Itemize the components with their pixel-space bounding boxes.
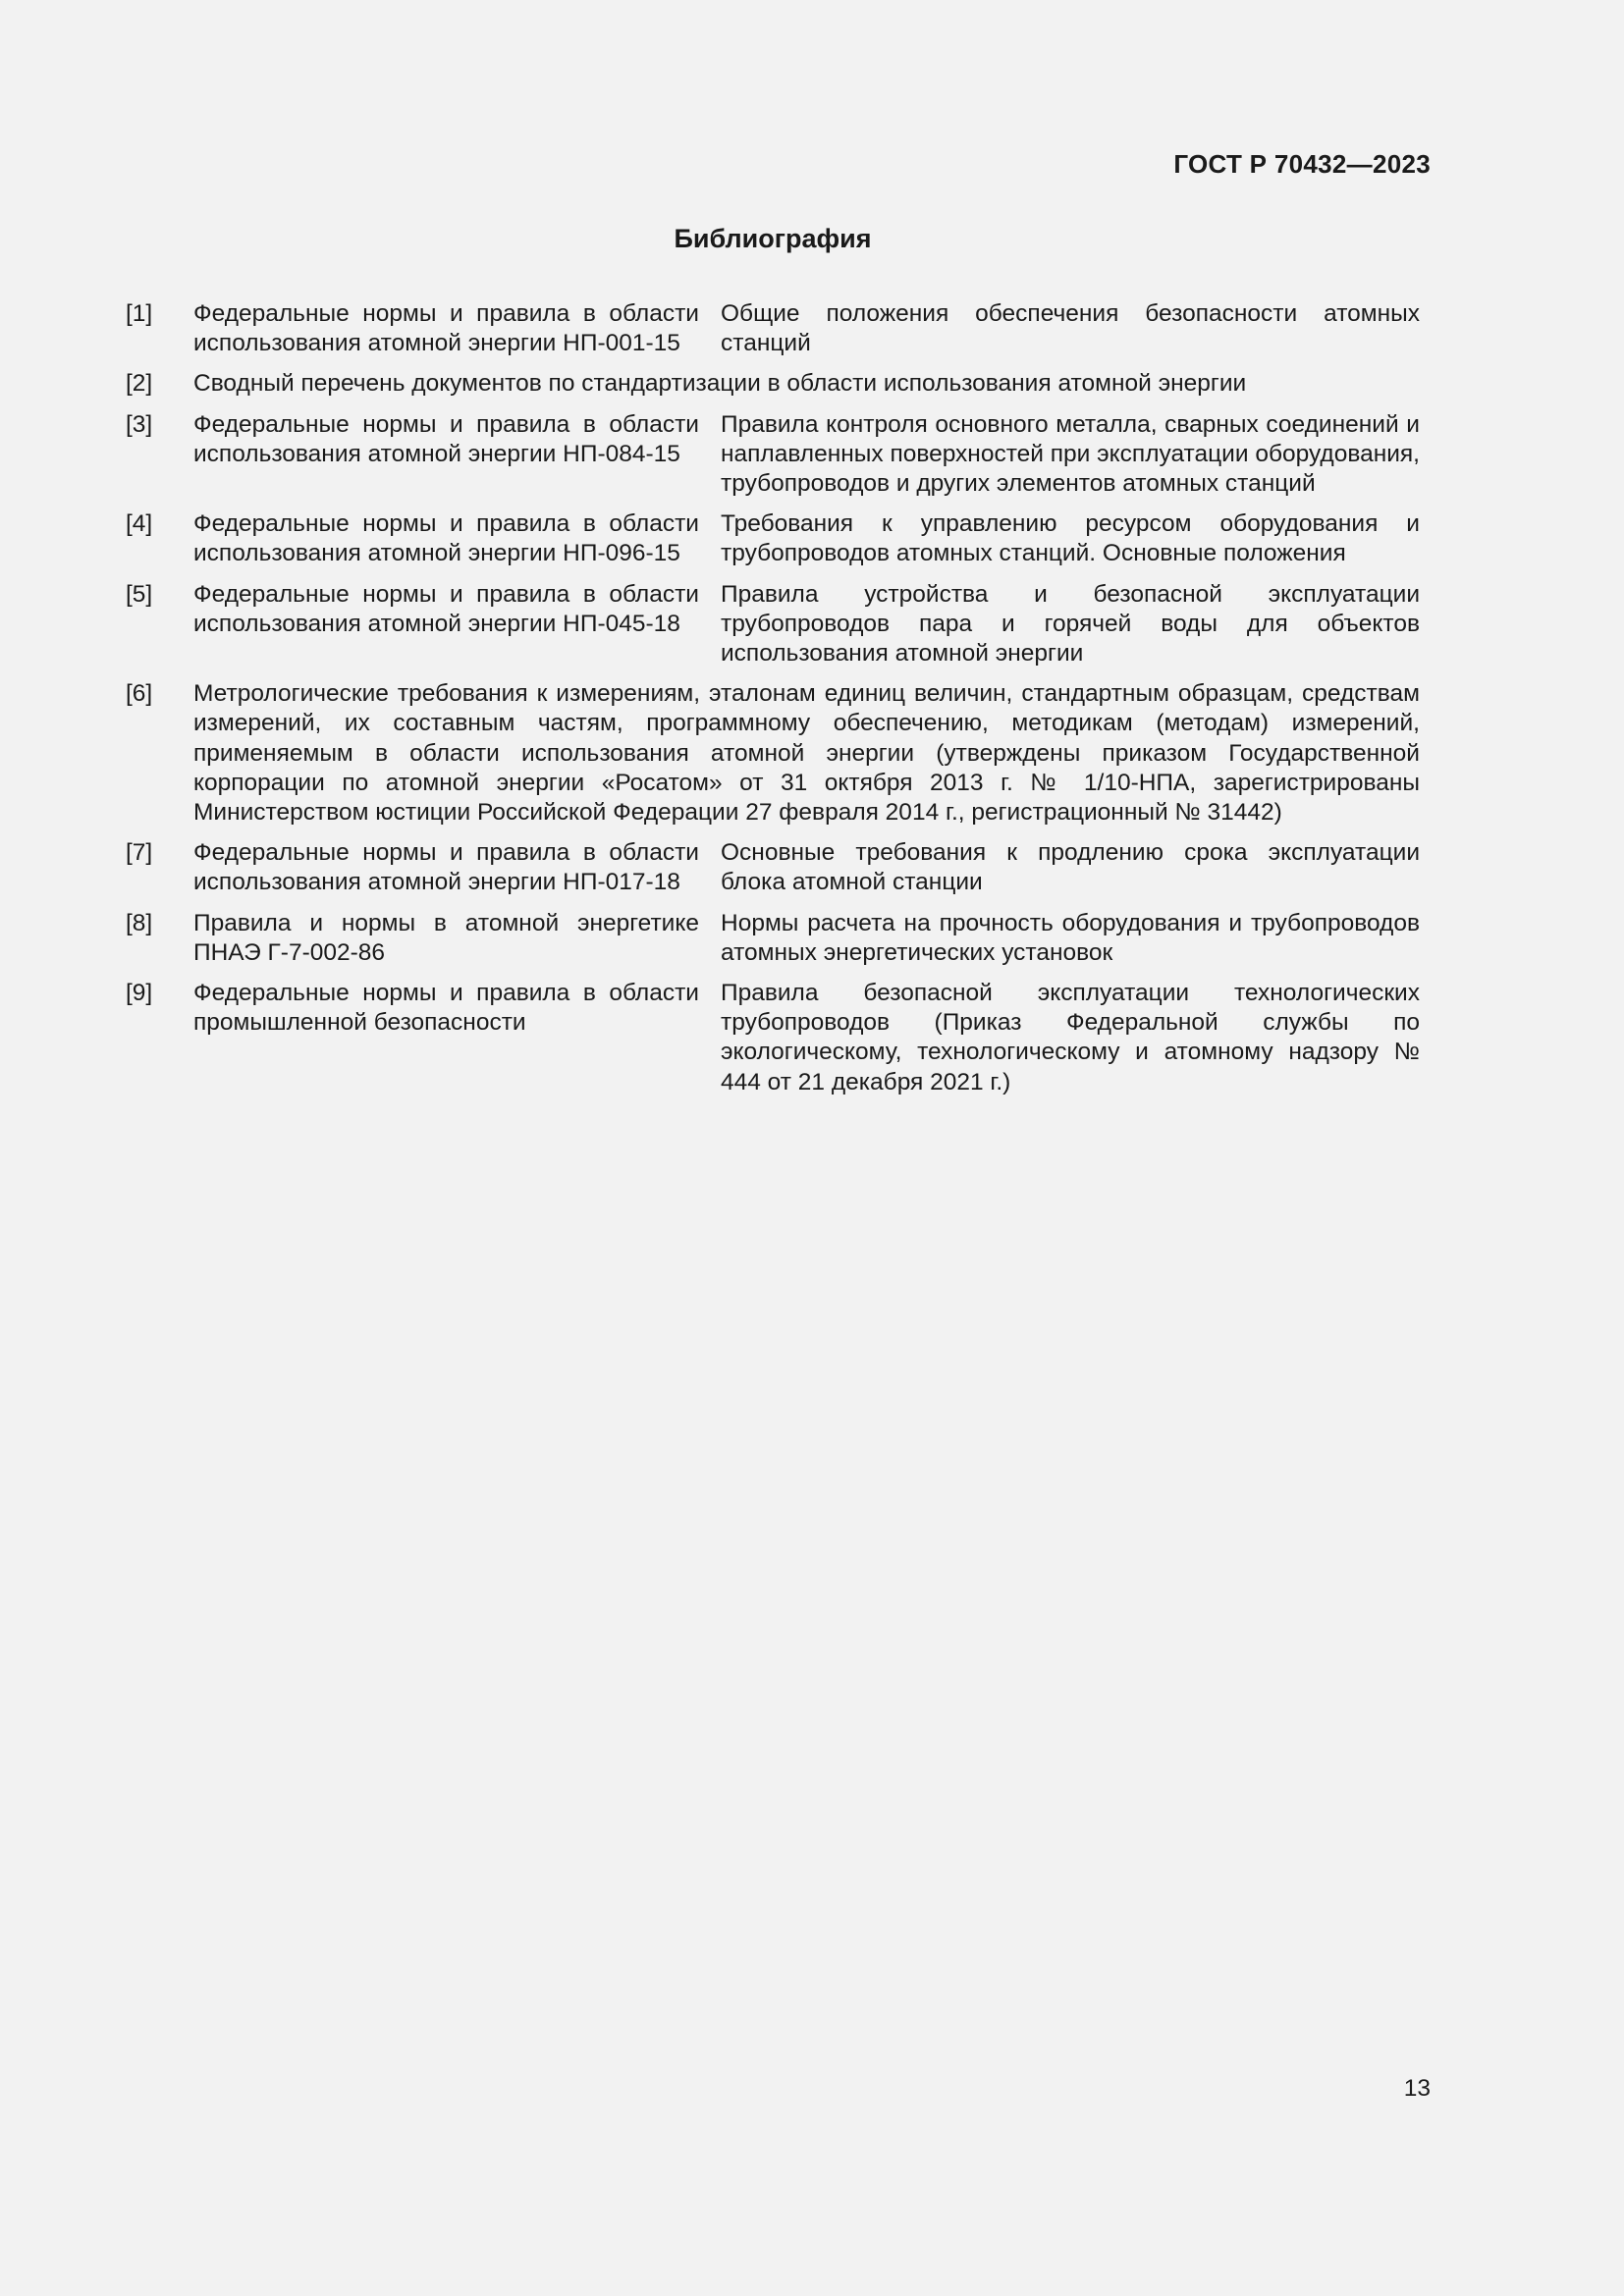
entry-text: Метрологические требования к измерениям, эталонам единиц величин, стандартным образцам, средствам измерений, их составным частям, программному обеспечению, методикам (методам) измерений, применяемым в области использования атомной энергии (утверждены приказом Государственной корпорации по атомной энергии «Росатом» от 31 октября 2013 г. № 1/10-НПА, зарегистрированы Министерством юстиции Российской Федерации 27 февраля 2014 г., регистрационный № 31442) xyxy=(193,680,1420,827)
entry-number: [1] xyxy=(126,300,153,327)
page-number: 13 xyxy=(1403,2075,1431,2102)
entry-source: Федеральные нормы и правила в области использования атомной энергии НП-045-18 xyxy=(193,580,699,637)
entry-source: Федеральные нормы и правила в области использования атомной энергии НП-001-15 xyxy=(193,300,699,357)
document-standard-number: ГОСТ Р 70432—2023 xyxy=(1173,149,1431,179)
bibliography-list xyxy=(126,299,1420,1108)
entry-title: Общие положения обеспечения безопасности атомных станций xyxy=(721,300,1420,357)
entry-number: [3] xyxy=(126,410,153,438)
bibliography-entry xyxy=(126,909,1420,968)
entry-text: Сводный перечень документов по стандартизации в области использования атомной энергии xyxy=(193,370,1247,398)
entry-title: Правила контроля основного металла, сварных соединений и наплавленных поверхностей при эксплуатации оборудования, трубопроводов и других элементов атомных станций xyxy=(721,410,1420,498)
bibliography-entry xyxy=(126,838,1420,897)
entry-source: Федеральные нормы и правила в области использования атомной энергии НП-017-18 xyxy=(193,839,699,896)
entry-number: [4] xyxy=(126,510,153,538)
bibliography-entry xyxy=(126,299,1420,358)
bibliography-entry xyxy=(126,410,1420,500)
entry-number: [2] xyxy=(126,370,153,398)
entry-source: Федеральные нормы и правила в области использования атомной энергии НП-096-15 xyxy=(193,510,699,567)
entry-title: Основные требования к продлению срока эксплуатации блока атомной станции xyxy=(721,839,1420,896)
entry-number: [7] xyxy=(126,839,153,867)
entry-number: [6] xyxy=(126,680,153,708)
bibliography-entry xyxy=(126,979,1420,1097)
entry-title: Нормы расчета на прочность оборудования и трубопроводов атомных энергетических установок xyxy=(721,909,1420,966)
bibliography-entry xyxy=(126,580,1420,669)
entry-title: Требования к управлению ресурсом оборудования и трубопроводов атомных станций. Основные положения xyxy=(721,510,1420,567)
entry-number: [5] xyxy=(126,580,153,608)
entry-source: Федеральные нормы и правила в области использования атомной энергии НП-084-15 xyxy=(193,410,699,467)
entry-number: [8] xyxy=(126,909,153,936)
entry-source: Правила и нормы в атомной энергетике ПНАЭ Г-7-002-86 xyxy=(193,909,699,966)
bibliography-entry xyxy=(126,509,1420,568)
section-title: Библиография xyxy=(674,224,872,253)
bibliography-entry xyxy=(126,369,1420,399)
entry-title: Правила безопасной эксплуатации технологических трубопроводов (Приказ Федеральной службы по экологическому, технологическому и атомному надзору № 444 от 21 декабря 2021 г.) xyxy=(721,980,1420,1095)
entry-title: Правила устройства и безопасной эксплуатации трубопроводов пара и горячей воды для объектов использования атомной энергии xyxy=(721,580,1420,667)
bibliography-entry xyxy=(126,679,1420,828)
entry-source: Федеральные нормы и правила в области промышленной безопасности xyxy=(193,980,699,1037)
entry-number: [9] xyxy=(126,980,153,1007)
